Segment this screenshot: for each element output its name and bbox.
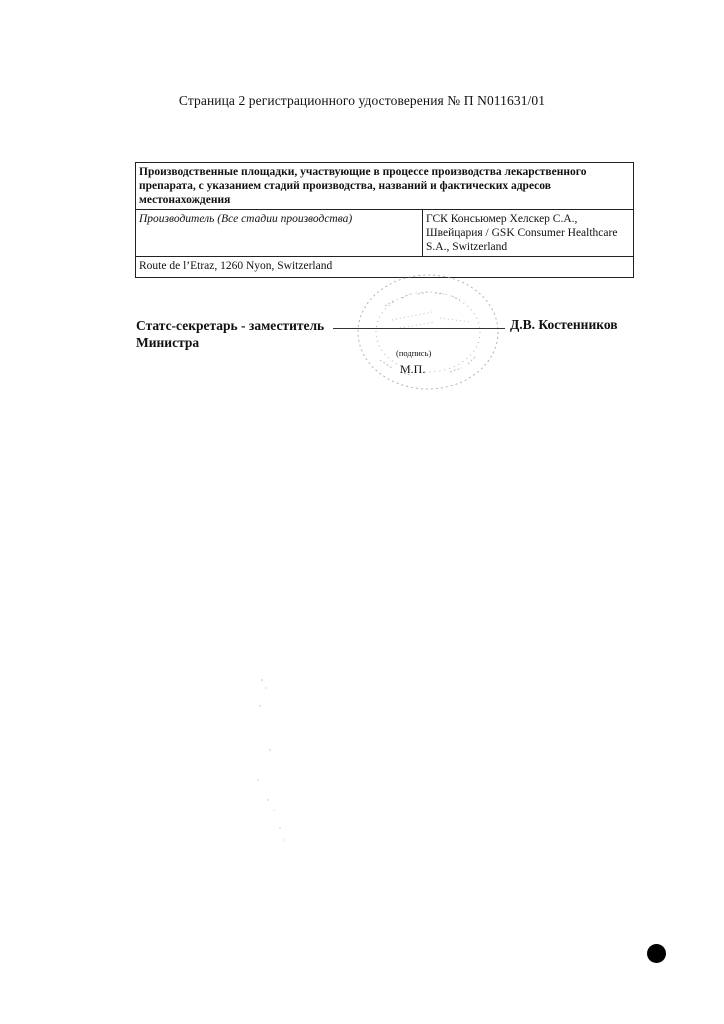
address-cell: Route de l’Etraz, 1260 Nyon, Switzerland <box>136 257 634 278</box>
signatory-title-line: Министра <box>136 335 200 350</box>
manufacturer-line: Швейцария / GSK Consumer Healthcare <box>426 227 618 239</box>
signatory-title <box>136 317 336 351</box>
manufacturer-line: ГСК Консьюмер Хелскер С.А., <box>426 213 578 225</box>
signer-name: Д.В. Костенников <box>510 317 618 332</box>
manufacturer-name-cell <box>423 210 634 257</box>
stamp-place-mark: М.П. <box>400 362 426 376</box>
corner-mark-icon <box>647 944 666 963</box>
scan-noise <box>240 660 300 860</box>
production-sites-table <box>135 162 634 278</box>
page-header: Страница 2 регистрационного удостоверения № П N011631/01 <box>178 93 546 108</box>
seal-icon <box>340 268 510 398</box>
manufacturer-line: S.A., Switzerland <box>426 241 508 253</box>
manufacturer-role-cell: Производитель (Все стадии производства) <box>136 210 423 257</box>
table-header: Производственные площадки, участвующие в процессе производства лекарственного препарата, с указанием стадий производства, названий и фактических адресов местонахождения <box>136 163 634 210</box>
signature-line <box>333 328 505 329</box>
signature-caption: (подпись) <box>396 348 432 358</box>
signatory-title-line: Статс-секретарь - заместитель <box>136 318 325 333</box>
